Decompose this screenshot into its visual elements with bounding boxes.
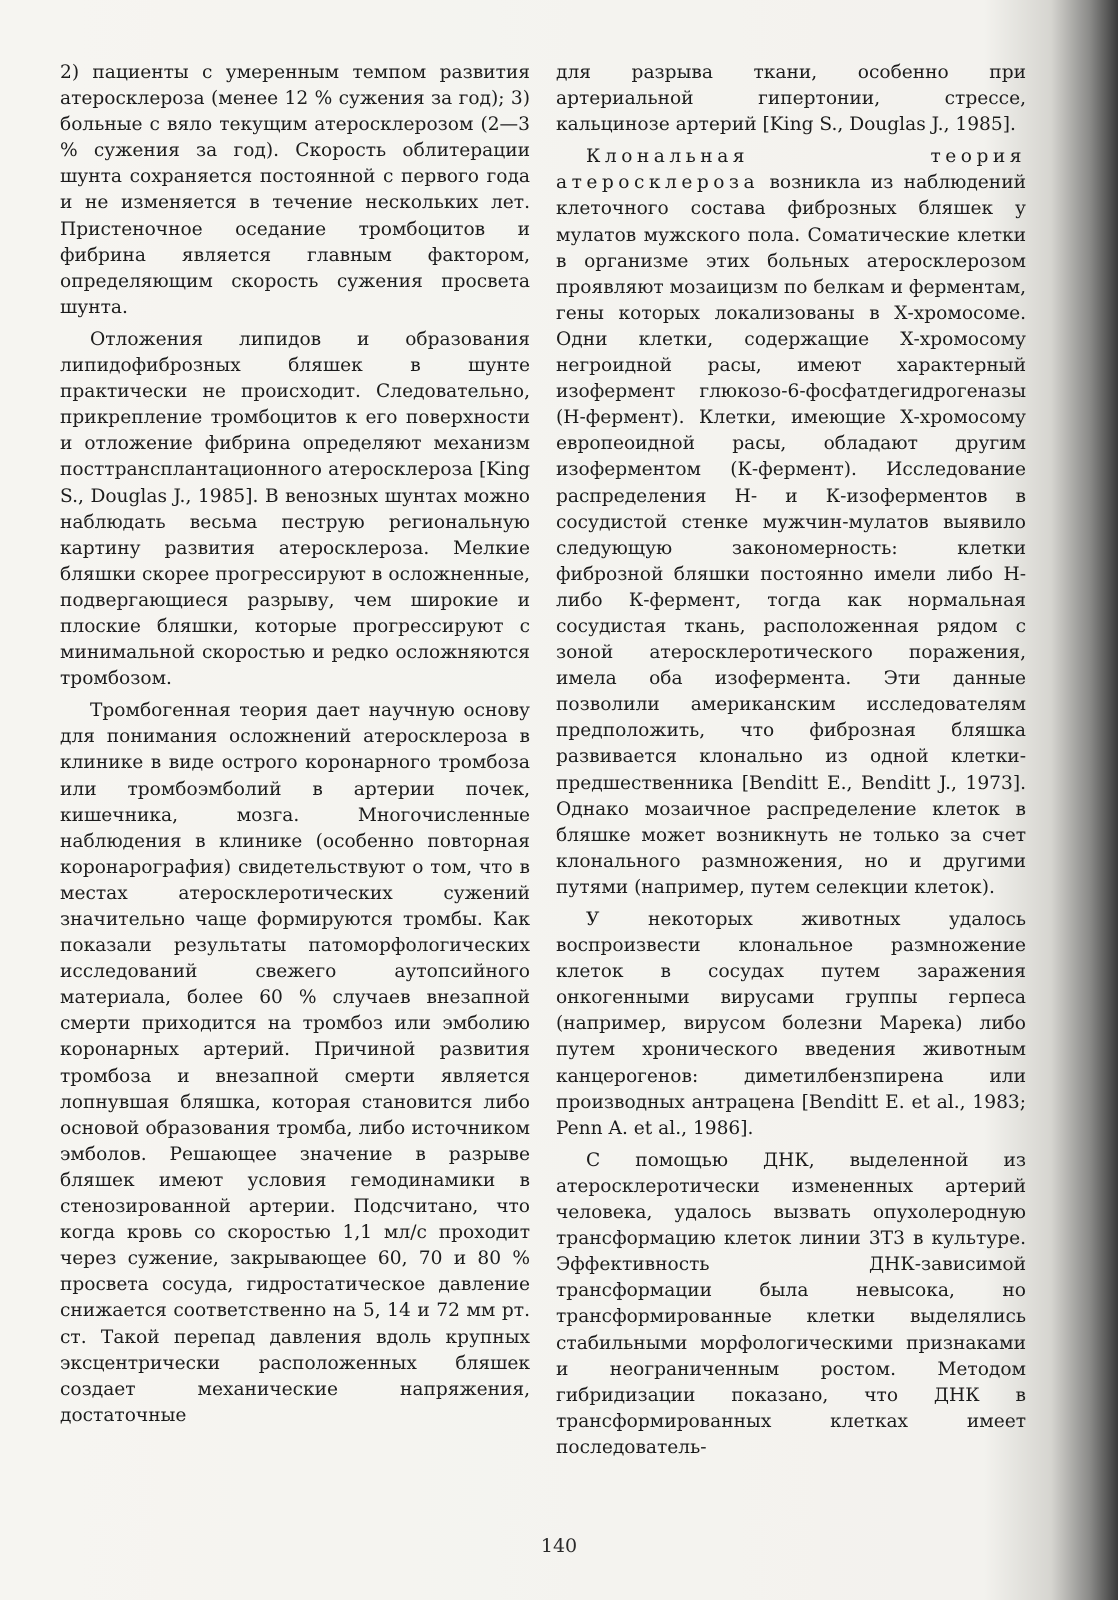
left-text-column	[60, 60, 530, 1429]
paragraph: для разрыва ткани, особенно при артериальной гипертонии, стрессе, кальцинозе артерий [King S., Douglas J., 1985].	[556, 62, 1026, 136]
paragraph: Тромбогенная теория дает научную основу для понимания осложнений атеросклероза в клинике в виде острого коронарного тромбоза или тромбоэмболий в артерии почек, кишечника, мозга. Многочисленные наблюдения в клинике (особенно повторная коронарография) свидетельствуют о том, что в местах атеросклеротических сужений значительно чаще формируются тромбы. Как показали результаты патоморфологических исследований свежего аутопсийного материала, более 60 % случаев внезапной смерти приходится на тромбоз или эмболию коронарных артерий. Причиной развития тромбоза и внезапной смерти является лопнувшая бляшка, которая становится либо основой образования тромба, либо источником эмболов. Решающее значение в разрыве бляшек имеют условия гемодинамики в стенозированной артерии. Подсчитано, что когда кровь со скоростью 1,1 мл/с проходит через сужение, закрывающее 60, 70 и 80 % просвета сосуда, гидростатическое давление снижается соответственно на 5, 14 и 72 мм рт. ст. Такой перепад давления вдоль крупных эксцентрически расположенных бляшек создает механические напряжения, достаточные	[60, 700, 530, 1426]
paragraph: С помощью ДНК, выделенной из атеросклеротически измененных артерий человека, удалось вызвать опухолеродную трансформацию клеток линии 3Т3 в культуре. Эффективность ДНК-зависимой трансформации была невысока, но трансформированные клетки выделялись стабильными морфологическими признаками и неограниченным ростом. Методом гибридизации показано, что ДНК в трансформированных клетках имеет последователь-	[556, 1149, 1026, 1458]
spaced-term: Клональная теория атеросклероза	[556, 146, 1026, 194]
paragraph: У некоторых животных удалось воспроизвести клональное размножение клеток в сосудах путем заражения онкогенными вирусами группы герпеса (например, вирусом болезни Марека) либо путем хронического введения животным канцерогенов: диметилбензпирена или производных антрацена [Benditt E. et al., 1983; Penn A. et al., 1986].	[556, 909, 1026, 1139]
right-text-column	[556, 60, 1026, 1461]
paragraph	[556, 144, 1026, 901]
paragraph: 2) пациенты с умеренным темпом развития атеросклероза (менее 12 % сужения за год); 3) больные с вяло текущим атеросклерозом (2—3 % сужения за год). Скорость облитерации шунта сохраняется постоянной с первого года и не изменяется в течение нескольких лет. Пристеночное оседание тромбоцитов и фибрина является главным фактором, определяющим скорость сужения просвета шунта.	[60, 62, 530, 318]
paragraph-text: возникла из наблюдений клеточного состава фиброзных бляшек у мулатов мужского пола. Соматические клетки в организме этих больных атеросклерозом проявляют мозаицизм по белкам и ферментам, гены которых локализованы в Х-хромосоме. Одни клетки, содержащие Х-хромосому негроидной расы, имеют характерный изофермент глюкозо-6-фосфатдегидрогеназы (Н-фермент). Клетки, имеющие Х-хромосому европеоидной расы, обладают другим изоферментом (К-фермент). Исследование распределения Н- и К-изоферментов в сосудистой стенке мужчин-мулатов выявило следующую закономерность: клетки фиброзной бляшки постоянно имели либо Н- либо К-фермент, тогда как нормальная сосудистая ткань, расположенная рядом с зоной атеросклеротического поражения, имела оба изофермента. Эти данные позволили американским исследователям предположить, что фиброзная бляшка развивается клонально из одной клетки-предшественника [Benditt E., Benditt J., 1973]. Однако мозаичное распределение клеток в бляшке может возникнуть не только за счет клонального размножения, но и другими путями (например, путем селекции клеток).	[556, 172, 1026, 898]
page-number: 140	[540, 1535, 578, 1557]
paragraph: Отложения липидов и образования липидофиброзных бляшек в шунте практически не происходит. Следовательно, прикрепление тромбоцитов к его поверхности и отложение фибрина определяют механизм посттрансплантационного атеросклероза [King S., Douglas J., 1985]. В венозных шунтах можно наблюдать весьма пеструю региональную картину развития атеросклероза. Мелкие бляшки скорее прогрессируют в осложненные, подвергающиеся разрыву, чем широкие и плоские бляшки, которые прогрессируют с минимальной скоростью и редко осложняются тромбозом.	[60, 328, 530, 690]
